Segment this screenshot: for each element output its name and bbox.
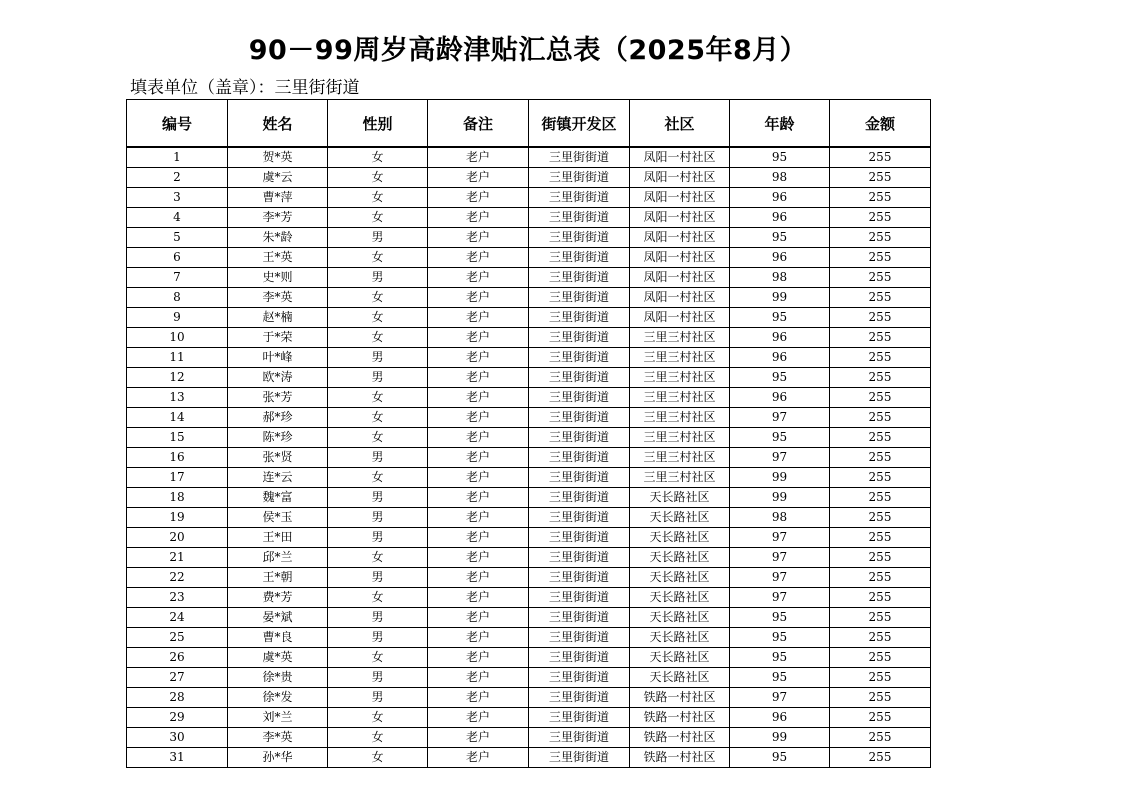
amount-cell: 255 bbox=[830, 488, 931, 508]
id-cell: 21 bbox=[127, 548, 228, 568]
age-cell: 95 bbox=[730, 748, 830, 768]
gender-cell: 男 bbox=[328, 628, 428, 648]
gender-cell: 男 bbox=[328, 608, 428, 628]
id-cell: 22 bbox=[127, 568, 228, 588]
community-cell: 凤阳一村社区 bbox=[630, 188, 730, 208]
table-row bbox=[127, 388, 931, 408]
name-cell: 李*英 bbox=[228, 728, 328, 748]
note-cell: 老户 bbox=[428, 668, 529, 688]
age-cell: 97 bbox=[730, 548, 830, 568]
table-row bbox=[127, 528, 931, 548]
filling-unit-line: 填表单位（盖章）：三里街街道 bbox=[130, 78, 360, 98]
community-cell: 天长路社区 bbox=[630, 668, 730, 688]
note-cell: 老户 bbox=[428, 568, 529, 588]
name-cell: 李*芳 bbox=[228, 208, 328, 228]
age-cell: 97 bbox=[730, 588, 830, 608]
community-cell: 天长路社区 bbox=[630, 568, 730, 588]
table-row bbox=[127, 708, 931, 728]
table-row bbox=[127, 147, 931, 168]
table-row bbox=[127, 268, 931, 288]
amount-cell: 255 bbox=[830, 688, 931, 708]
note-cell: 老户 bbox=[428, 168, 529, 188]
note-cell: 老户 bbox=[428, 608, 529, 628]
age-cell: 97 bbox=[730, 568, 830, 588]
table-body bbox=[127, 147, 931, 768]
note-cell: 老户 bbox=[428, 388, 529, 408]
community-cell: 凤阳一村社区 bbox=[630, 248, 730, 268]
id-cell: 28 bbox=[127, 688, 228, 708]
note-cell: 老户 bbox=[428, 208, 529, 228]
gender-cell: 男 bbox=[328, 688, 428, 708]
gender-cell: 男 bbox=[328, 368, 428, 388]
id-cell: 27 bbox=[127, 668, 228, 688]
table-row bbox=[127, 208, 931, 228]
table-row bbox=[127, 648, 931, 668]
id-cell: 12 bbox=[127, 368, 228, 388]
table-row bbox=[127, 368, 931, 388]
amount-cell: 255 bbox=[830, 348, 931, 368]
age-cell: 96 bbox=[730, 208, 830, 228]
age-cell: 97 bbox=[730, 448, 830, 468]
age-cell: 96 bbox=[730, 328, 830, 348]
district-cell: 三里街街道 bbox=[529, 228, 630, 248]
gender-cell: 男 bbox=[328, 528, 428, 548]
note-cell: 老户 bbox=[428, 468, 529, 488]
district-cell: 三里街街道 bbox=[529, 348, 630, 368]
gender-cell: 男 bbox=[328, 488, 428, 508]
id-cell: 24 bbox=[127, 608, 228, 628]
community-cell: 三里三村社区 bbox=[630, 408, 730, 428]
age-cell: 97 bbox=[730, 408, 830, 428]
id-cell: 9 bbox=[127, 308, 228, 328]
amount-cell: 255 bbox=[830, 328, 931, 348]
table-row bbox=[127, 188, 931, 208]
name-cell: 贺*英 bbox=[228, 147, 328, 168]
table-row bbox=[127, 248, 931, 268]
amount-cell: 255 bbox=[830, 308, 931, 328]
table-row bbox=[127, 428, 931, 448]
age-cell: 95 bbox=[730, 608, 830, 628]
community-cell: 凤阳一村社区 bbox=[630, 208, 730, 228]
note-cell: 老户 bbox=[428, 228, 529, 248]
header-cell-community: 社区 bbox=[630, 100, 730, 148]
district-cell: 三里街街道 bbox=[529, 168, 630, 188]
header-cell-id: 编号 bbox=[127, 100, 228, 148]
note-cell: 老户 bbox=[428, 708, 529, 728]
name-cell: 张*芳 bbox=[228, 388, 328, 408]
amount-cell: 255 bbox=[830, 428, 931, 448]
gender-cell: 女 bbox=[328, 147, 428, 168]
name-cell: 赵*楠 bbox=[228, 308, 328, 328]
gender-cell: 女 bbox=[328, 328, 428, 348]
name-cell: 侯*玉 bbox=[228, 508, 328, 528]
id-cell: 8 bbox=[127, 288, 228, 308]
name-cell: 孙*华 bbox=[228, 748, 328, 768]
table-row bbox=[127, 688, 931, 708]
amount-cell: 255 bbox=[830, 588, 931, 608]
gender-cell: 女 bbox=[328, 168, 428, 188]
name-cell: 史*则 bbox=[228, 268, 328, 288]
note-cell: 老户 bbox=[428, 448, 529, 468]
gender-cell: 女 bbox=[328, 548, 428, 568]
district-cell: 三里街街道 bbox=[529, 368, 630, 388]
name-cell: 陈*珍 bbox=[228, 428, 328, 448]
name-cell: 虞*英 bbox=[228, 648, 328, 668]
note-cell: 老户 bbox=[428, 248, 529, 268]
gender-cell: 男 bbox=[328, 268, 428, 288]
age-cell: 99 bbox=[730, 288, 830, 308]
district-cell: 三里街街道 bbox=[529, 308, 630, 328]
id-cell: 6 bbox=[127, 248, 228, 268]
header-cell-age: 年龄 bbox=[730, 100, 830, 148]
age-cell: 95 bbox=[730, 648, 830, 668]
age-cell: 95 bbox=[730, 147, 830, 168]
amount-cell: 255 bbox=[830, 608, 931, 628]
name-cell: 费*芳 bbox=[228, 588, 328, 608]
age-cell: 96 bbox=[730, 708, 830, 728]
table-row bbox=[127, 328, 931, 348]
gender-cell: 女 bbox=[328, 728, 428, 748]
name-cell: 徐*贵 bbox=[228, 668, 328, 688]
amount-cell: 255 bbox=[830, 168, 931, 188]
name-cell: 王*朝 bbox=[228, 568, 328, 588]
amount-cell: 255 bbox=[830, 208, 931, 228]
age-cell: 99 bbox=[730, 468, 830, 488]
gender-cell: 女 bbox=[328, 708, 428, 728]
subsidy-summary-table bbox=[126, 99, 931, 768]
community-cell: 三里三村社区 bbox=[630, 368, 730, 388]
gender-cell: 男 bbox=[328, 448, 428, 468]
note-cell: 老户 bbox=[428, 648, 529, 668]
district-cell: 三里街街道 bbox=[529, 448, 630, 468]
age-cell: 97 bbox=[730, 688, 830, 708]
table-row bbox=[127, 168, 931, 188]
amount-cell: 255 bbox=[830, 388, 931, 408]
gender-cell: 男 bbox=[328, 508, 428, 528]
name-cell: 王*英 bbox=[228, 248, 328, 268]
note-cell: 老户 bbox=[428, 328, 529, 348]
district-cell: 三里街街道 bbox=[529, 468, 630, 488]
district-cell: 三里街街道 bbox=[529, 648, 630, 668]
gender-cell: 女 bbox=[328, 408, 428, 428]
gender-cell: 女 bbox=[328, 588, 428, 608]
amount-cell: 255 bbox=[830, 628, 931, 648]
amount-cell: 255 bbox=[830, 508, 931, 528]
community-cell: 天长路社区 bbox=[630, 548, 730, 568]
table-row bbox=[127, 508, 931, 528]
age-cell: 95 bbox=[730, 228, 830, 248]
id-cell: 17 bbox=[127, 468, 228, 488]
gender-cell: 女 bbox=[328, 648, 428, 668]
age-cell: 95 bbox=[730, 368, 830, 388]
note-cell: 老户 bbox=[428, 728, 529, 748]
id-cell: 29 bbox=[127, 708, 228, 728]
name-cell: 连*云 bbox=[228, 468, 328, 488]
table-row bbox=[127, 568, 931, 588]
age-cell: 98 bbox=[730, 508, 830, 528]
community-cell: 凤阳一村社区 bbox=[630, 147, 730, 168]
name-cell: 郝*珍 bbox=[228, 408, 328, 428]
amount-cell: 255 bbox=[830, 147, 931, 168]
age-cell: 99 bbox=[730, 488, 830, 508]
community-cell: 铁路一村社区 bbox=[630, 728, 730, 748]
id-cell: 20 bbox=[127, 528, 228, 548]
amount-cell: 255 bbox=[830, 548, 931, 568]
id-cell: 15 bbox=[127, 428, 228, 448]
note-cell: 老户 bbox=[428, 368, 529, 388]
community-cell: 天长路社区 bbox=[630, 588, 730, 608]
table-row bbox=[127, 308, 931, 328]
note-cell: 老户 bbox=[428, 548, 529, 568]
note-cell: 老户 bbox=[428, 488, 529, 508]
district-cell: 三里街街道 bbox=[529, 568, 630, 588]
district-cell: 三里街街道 bbox=[529, 188, 630, 208]
age-cell: 95 bbox=[730, 308, 830, 328]
name-cell: 曹*萍 bbox=[228, 188, 328, 208]
community-cell: 凤阳一村社区 bbox=[630, 308, 730, 328]
id-cell: 18 bbox=[127, 488, 228, 508]
amount-cell: 255 bbox=[830, 408, 931, 428]
community-cell: 天长路社区 bbox=[630, 488, 730, 508]
gender-cell: 男 bbox=[328, 568, 428, 588]
amount-cell: 255 bbox=[830, 228, 931, 248]
community-cell: 天长路社区 bbox=[630, 648, 730, 668]
name-cell: 朱*龄 bbox=[228, 228, 328, 248]
community-cell: 铁路一村社区 bbox=[630, 748, 730, 768]
table-row bbox=[127, 348, 931, 368]
district-cell: 三里街街道 bbox=[529, 548, 630, 568]
gender-cell: 女 bbox=[328, 188, 428, 208]
gender-cell: 女 bbox=[328, 248, 428, 268]
gender-cell: 女 bbox=[328, 748, 428, 768]
note-cell: 老户 bbox=[428, 748, 529, 768]
community-cell: 铁路一村社区 bbox=[630, 708, 730, 728]
table-row bbox=[127, 588, 931, 608]
id-cell: 3 bbox=[127, 188, 228, 208]
name-cell: 曹*良 bbox=[228, 628, 328, 648]
gender-cell: 男 bbox=[328, 668, 428, 688]
id-cell: 26 bbox=[127, 648, 228, 668]
id-cell: 25 bbox=[127, 628, 228, 648]
community-cell: 三里三村社区 bbox=[630, 328, 730, 348]
name-cell: 欧*涛 bbox=[228, 368, 328, 388]
community-cell: 三里三村社区 bbox=[630, 428, 730, 448]
note-cell: 老户 bbox=[428, 428, 529, 448]
id-cell: 19 bbox=[127, 508, 228, 528]
age-cell: 95 bbox=[730, 668, 830, 688]
amount-cell: 255 bbox=[830, 708, 931, 728]
name-cell: 虞*云 bbox=[228, 168, 328, 188]
table-row bbox=[127, 608, 931, 628]
name-cell: 刘*兰 bbox=[228, 708, 328, 728]
amount-cell: 255 bbox=[830, 468, 931, 488]
note-cell: 老户 bbox=[428, 288, 529, 308]
gender-cell: 女 bbox=[328, 428, 428, 448]
district-cell: 三里街街道 bbox=[529, 428, 630, 448]
age-cell: 98 bbox=[730, 268, 830, 288]
name-cell: 于*荣 bbox=[228, 328, 328, 348]
table-row bbox=[127, 488, 931, 508]
community-cell: 铁路一村社区 bbox=[630, 688, 730, 708]
community-cell: 凤阳一村社区 bbox=[630, 268, 730, 288]
id-cell: 31 bbox=[127, 748, 228, 768]
community-cell: 三里三村社区 bbox=[630, 468, 730, 488]
gender-cell: 男 bbox=[328, 228, 428, 248]
document-title: 90－99周岁高龄津贴汇总表（2025年8月） bbox=[248, 35, 808, 66]
district-cell: 三里街街道 bbox=[529, 408, 630, 428]
table-row bbox=[127, 748, 931, 768]
amount-cell: 255 bbox=[830, 728, 931, 748]
district-cell: 三里街街道 bbox=[529, 748, 630, 768]
table-row bbox=[127, 728, 931, 748]
name-cell: 邱*兰 bbox=[228, 548, 328, 568]
gender-cell: 女 bbox=[328, 308, 428, 328]
gender-cell: 女 bbox=[328, 288, 428, 308]
amount-cell: 255 bbox=[830, 648, 931, 668]
id-cell: 13 bbox=[127, 388, 228, 408]
note-cell: 老户 bbox=[428, 408, 529, 428]
amount-cell: 255 bbox=[830, 528, 931, 548]
name-cell: 徐*发 bbox=[228, 688, 328, 708]
table-row bbox=[127, 288, 931, 308]
id-cell: 30 bbox=[127, 728, 228, 748]
district-cell: 三里街街道 bbox=[529, 688, 630, 708]
community-cell: 凤阳一村社区 bbox=[630, 228, 730, 248]
district-cell: 三里街街道 bbox=[529, 147, 630, 168]
community-cell: 天长路社区 bbox=[630, 508, 730, 528]
name-cell: 张*贤 bbox=[228, 448, 328, 468]
amount-cell: 255 bbox=[830, 248, 931, 268]
age-cell: 96 bbox=[730, 248, 830, 268]
age-cell: 99 bbox=[730, 728, 830, 748]
district-cell: 三里街街道 bbox=[529, 628, 630, 648]
header-cell-gender: 性别 bbox=[328, 100, 428, 148]
amount-cell: 255 bbox=[830, 748, 931, 768]
community-cell: 天长路社区 bbox=[630, 608, 730, 628]
district-cell: 三里街街道 bbox=[529, 488, 630, 508]
district-cell: 三里街街道 bbox=[529, 328, 630, 348]
amount-cell: 255 bbox=[830, 368, 931, 388]
table-row bbox=[127, 628, 931, 648]
district-cell: 三里街街道 bbox=[529, 608, 630, 628]
age-cell: 96 bbox=[730, 188, 830, 208]
note-cell: 老户 bbox=[428, 688, 529, 708]
gender-cell: 男 bbox=[328, 348, 428, 368]
amount-cell: 255 bbox=[830, 188, 931, 208]
note-cell: 老户 bbox=[428, 348, 529, 368]
header-cell-name: 姓名 bbox=[228, 100, 328, 148]
amount-cell: 255 bbox=[830, 668, 931, 688]
note-cell: 老户 bbox=[428, 147, 529, 168]
note-cell: 老户 bbox=[428, 508, 529, 528]
age-cell: 97 bbox=[730, 528, 830, 548]
district-cell: 三里街街道 bbox=[529, 508, 630, 528]
note-cell: 老户 bbox=[428, 268, 529, 288]
district-cell: 三里街街道 bbox=[529, 288, 630, 308]
name-cell: 晏*斌 bbox=[228, 608, 328, 628]
community-cell: 凤阳一村社区 bbox=[630, 168, 730, 188]
name-cell: 李*英 bbox=[228, 288, 328, 308]
district-cell: 三里街街道 bbox=[529, 708, 630, 728]
table-row bbox=[127, 548, 931, 568]
district-cell: 三里街街道 bbox=[529, 248, 630, 268]
note-cell: 老户 bbox=[428, 588, 529, 608]
table-row bbox=[127, 228, 931, 248]
id-cell: 14 bbox=[127, 408, 228, 428]
id-cell: 1 bbox=[127, 147, 228, 168]
id-cell: 11 bbox=[127, 348, 228, 368]
age-cell: 95 bbox=[730, 628, 830, 648]
note-cell: 老户 bbox=[428, 188, 529, 208]
id-cell: 7 bbox=[127, 268, 228, 288]
name-cell: 叶*峰 bbox=[228, 348, 328, 368]
note-cell: 老户 bbox=[428, 528, 529, 548]
district-cell: 三里街街道 bbox=[529, 728, 630, 748]
age-cell: 98 bbox=[730, 168, 830, 188]
age-cell: 95 bbox=[730, 428, 830, 448]
community-cell: 凤阳一村社区 bbox=[630, 288, 730, 308]
header-row bbox=[127, 100, 931, 148]
district-cell: 三里街街道 bbox=[529, 268, 630, 288]
id-cell: 16 bbox=[127, 448, 228, 468]
header-cell-amount: 金额 bbox=[830, 100, 931, 148]
community-cell: 三里三村社区 bbox=[630, 388, 730, 408]
amount-cell: 255 bbox=[830, 268, 931, 288]
id-cell: 10 bbox=[127, 328, 228, 348]
district-cell: 三里街街道 bbox=[529, 588, 630, 608]
header-cell-district: 街镇开发区 bbox=[529, 100, 630, 148]
amount-cell: 255 bbox=[830, 568, 931, 588]
id-cell: 5 bbox=[127, 228, 228, 248]
note-cell: 老户 bbox=[428, 628, 529, 648]
id-cell: 4 bbox=[127, 208, 228, 228]
id-cell: 23 bbox=[127, 588, 228, 608]
gender-cell: 女 bbox=[328, 468, 428, 488]
header-cell-note: 备注 bbox=[428, 100, 529, 148]
community-cell: 天长路社区 bbox=[630, 528, 730, 548]
community-cell: 三里三村社区 bbox=[630, 348, 730, 368]
table-row bbox=[127, 408, 931, 428]
community-cell: 三里三村社区 bbox=[630, 448, 730, 468]
age-cell: 96 bbox=[730, 388, 830, 408]
name-cell: 王*田 bbox=[228, 528, 328, 548]
district-cell: 三里街街道 bbox=[529, 528, 630, 548]
district-cell: 三里街街道 bbox=[529, 388, 630, 408]
table-row bbox=[127, 448, 931, 468]
id-cell: 2 bbox=[127, 168, 228, 188]
name-cell: 魏*富 bbox=[228, 488, 328, 508]
note-cell: 老户 bbox=[428, 308, 529, 328]
age-cell: 96 bbox=[730, 348, 830, 368]
amount-cell: 255 bbox=[830, 448, 931, 468]
district-cell: 三里街街道 bbox=[529, 668, 630, 688]
amount-cell: 255 bbox=[830, 288, 931, 308]
gender-cell: 女 bbox=[328, 208, 428, 228]
gender-cell: 女 bbox=[328, 388, 428, 408]
district-cell: 三里街街道 bbox=[529, 208, 630, 228]
table-row bbox=[127, 468, 931, 488]
community-cell: 天长路社区 bbox=[630, 628, 730, 648]
table-row bbox=[127, 668, 931, 688]
